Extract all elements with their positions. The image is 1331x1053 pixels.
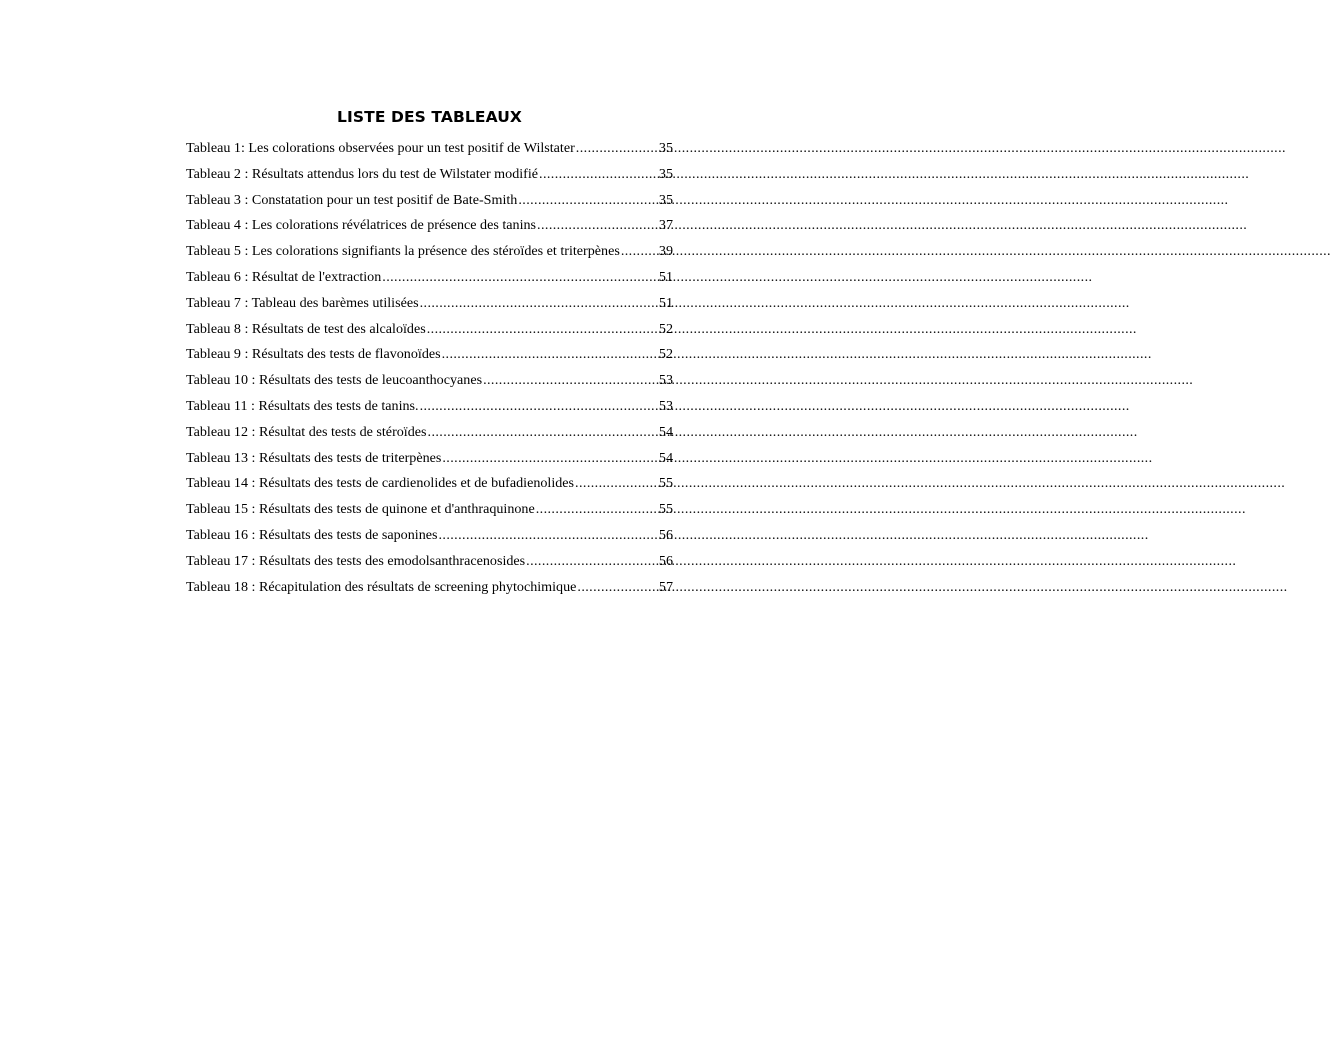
toc-entry-page-number: 54 xyxy=(658,449,673,466)
toc-entry-page-number: 56 xyxy=(658,552,673,569)
toc-entry-page-number: 52 xyxy=(658,346,673,363)
toc-dot-leader xyxy=(537,217,658,234)
toc-dot-leader xyxy=(536,501,658,518)
toc-entry-page-number: 51 xyxy=(658,268,673,285)
toc-entry-label: Tableau 11 : Résultats des tests de tanins. xyxy=(186,397,419,414)
toc-entry-label: Tableau 7 : Tableau des barèmes utilisées xyxy=(186,294,419,311)
toc-entry-label: Tableau 12 : Résultat des tests de stéroïdes xyxy=(186,423,427,440)
toc-entry-page-number: 53 xyxy=(658,372,673,389)
toc-entry-page-number: 54 xyxy=(658,423,673,440)
toc-entry-label: Tableau 17 : Résultats des tests des emodolsanthracenosides xyxy=(186,552,526,569)
toc-entry-label: Tableau 6 : Résultat de l'extraction xyxy=(186,268,382,285)
toc-dot-leader xyxy=(575,475,658,492)
toc-entry-label: Tableau 1: Les colorations observées pour un test positif de Wilstater xyxy=(186,140,575,156)
toc-dot-leader xyxy=(438,527,657,544)
toc-entry[interactable] xyxy=(186,398,673,424)
toc-entry[interactable] xyxy=(186,475,673,501)
toc-dot-leader xyxy=(576,140,658,157)
toc-entry[interactable] xyxy=(186,450,673,476)
toc-entry-label: Tableau 2 : Résultats attendus lors du test de Wilstater modifié xyxy=(186,165,539,182)
toc-entry-label: Tableau 18 : Récapitulation des résultats de screening phytochimique xyxy=(186,578,577,595)
toc-dot-leader xyxy=(518,192,658,209)
toc-entry-label: Tableau 10 : Résultats des tests de leucoanthocyanes xyxy=(186,372,483,389)
toc-entry[interactable] xyxy=(186,553,673,579)
page-title: LISTE DES TABLEAUX xyxy=(337,108,522,126)
toc-dot-leader xyxy=(428,424,658,441)
toc-entry-page-number: 37 xyxy=(658,217,673,234)
toc-entry[interactable] xyxy=(186,424,673,450)
toc-entry-label: Tableau 8 : Résultats de test des alcaloïdes xyxy=(186,320,426,337)
toc-entry[interactable] xyxy=(186,579,673,605)
toc-entry[interactable] xyxy=(186,269,673,295)
toc-dot-leader xyxy=(442,346,658,363)
toc-entry-page-number: 55 xyxy=(658,475,673,492)
toc-entry-page-number: 52 xyxy=(658,320,673,337)
toc-entry[interactable] xyxy=(186,527,673,553)
toc-entry[interactable] xyxy=(186,140,673,166)
toc-entry[interactable] xyxy=(186,295,673,321)
toc-entry-page-number: 53 xyxy=(658,397,673,414)
toc-entry[interactable] xyxy=(186,321,673,347)
toc-entry[interactable] xyxy=(186,346,673,372)
toc-dot-leader xyxy=(442,450,658,467)
toc-entry[interactable] xyxy=(186,501,673,527)
toc-dot-leader xyxy=(577,579,658,596)
toc-entry-page-number: 55 xyxy=(658,501,673,518)
toc-entry-label: Tableau 15 : Résultats des tests de quinone et d'anthraquinone xyxy=(186,501,535,518)
toc-dot-leader xyxy=(382,269,658,286)
toc-entry-label: Tableau 13 : Résultats des tests de triterpènes xyxy=(186,449,442,466)
toc-entry[interactable] xyxy=(186,372,673,398)
toc-entry[interactable] xyxy=(186,166,673,192)
toc-entry-page-number: 35 xyxy=(658,191,673,208)
toc-entry[interactable] xyxy=(186,217,673,243)
toc-entry-label: Tableau 16 : Résultats des tests de saponines xyxy=(186,526,438,543)
toc-entry[interactable] xyxy=(186,192,673,218)
toc-entry-page-number: 57 xyxy=(658,578,673,595)
toc-dot-leader xyxy=(539,166,658,183)
toc-dot-leader xyxy=(420,295,658,312)
toc-entry-page-number: 35 xyxy=(658,165,673,182)
toc-entry-label: Tableau 5 : Les colorations signifiants la présence des stéroïdes et triterpènes xyxy=(186,243,620,260)
toc-entry-page-number: 35 xyxy=(658,140,673,156)
toc-entry-label: Tableau 9 : Résultats des tests de flavonoïdes xyxy=(186,346,441,363)
toc-entry-page-number: 51 xyxy=(658,294,673,311)
toc-entry-page-number: 39 xyxy=(658,243,673,260)
toc-entry-page-number: 56 xyxy=(658,526,673,543)
toc-dot-leader xyxy=(526,553,658,570)
toc-dot-leader xyxy=(420,398,658,415)
list-of-tables xyxy=(186,140,673,604)
toc-entry-label: Tableau 4 : Les colorations révélatrices de présence des tanins xyxy=(186,217,537,234)
toc-dot-leader xyxy=(621,243,658,260)
toc-entry[interactable] xyxy=(186,243,673,269)
toc-entry-label: Tableau 3 : Constatation pour un test positif de Bate-Smith xyxy=(186,191,518,208)
toc-dot-leader xyxy=(483,372,658,389)
toc-dot-leader xyxy=(427,321,658,338)
toc-entry-label: Tableau 14 : Résultats des tests de cardienolides et de bufadienolides xyxy=(186,475,575,492)
